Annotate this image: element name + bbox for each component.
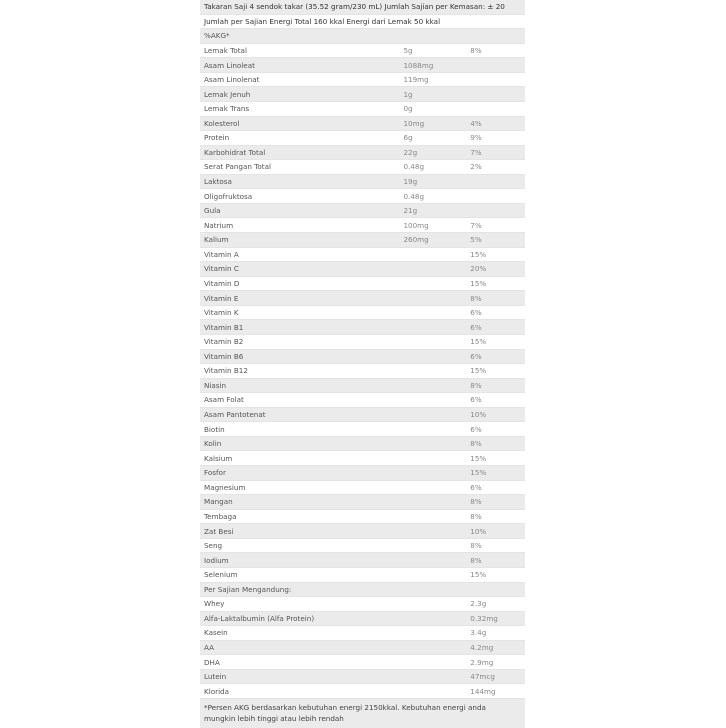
nutrient-akg: 6% xyxy=(466,305,525,320)
footnote: *Persen AKG berdasarkan kebutuhan energi 2150kkal. Kebutuhan energi anda mungkin lebih tinggi atau lebih rendah xyxy=(200,699,525,728)
nutrient-akg: 6% xyxy=(466,422,525,437)
nutrient-name: Lemak Trans xyxy=(200,101,399,116)
nutrient-name: Selenium xyxy=(200,567,399,582)
nutrient-name: Protein xyxy=(200,131,399,146)
nutrient-akg: 8% xyxy=(466,43,525,58)
nutrient-name: Kalsium xyxy=(200,451,399,466)
nutrient-row xyxy=(200,189,525,204)
nutrient-akg: 2% xyxy=(466,160,525,175)
nutrient-row xyxy=(200,378,525,393)
nutrient-amount xyxy=(399,451,466,466)
nutrient-amount xyxy=(399,334,466,349)
nutrient-akg xyxy=(466,72,525,87)
nutrient-amount xyxy=(399,509,466,524)
nutrient-amount xyxy=(399,524,466,539)
nutrient-name: Seng xyxy=(200,538,399,553)
nutrient-name: Oligofruktosa xyxy=(200,189,399,204)
nutrient-row xyxy=(200,203,525,218)
nutrient-amount xyxy=(399,247,466,262)
ingredient-name: AA xyxy=(200,640,466,655)
nutrient-akg: 8% xyxy=(466,378,525,393)
nutrient-row xyxy=(200,538,525,553)
nutrient-akg xyxy=(466,189,525,204)
nutrient-amount xyxy=(399,378,466,393)
nutrient-name: Tembaga xyxy=(200,509,399,524)
nutrient-name: Gula xyxy=(200,203,399,218)
nutrient-amount xyxy=(399,422,466,437)
nutrient-akg: 8% xyxy=(466,495,525,510)
nutrient-name: Laktosa xyxy=(200,174,399,189)
nutrient-row xyxy=(200,393,525,408)
ingredient-amount: 144mg xyxy=(466,684,525,699)
nutrient-name: Asam Linoleat xyxy=(200,58,399,73)
nutrient-amount: 0g xyxy=(399,101,466,116)
akg-header-row xyxy=(200,29,525,44)
ingredient-amount: 3.4g xyxy=(466,626,525,641)
nutrient-name: Zat Besi xyxy=(200,524,399,539)
nutrient-akg: 4% xyxy=(466,116,525,131)
nutrient-name: Magnesium xyxy=(200,480,399,495)
nutrient-name: Asam Folat xyxy=(200,393,399,408)
nutrient-name: Natrium xyxy=(200,218,399,233)
nutrient-amount: 1088mg xyxy=(399,58,466,73)
nutrient-amount xyxy=(399,276,466,291)
nutrient-amount: 119mg xyxy=(399,72,466,87)
nutrient-row xyxy=(200,131,525,146)
nutrient-name: Kalium xyxy=(200,233,399,248)
nutrient-akg: 7% xyxy=(466,218,525,233)
contains-row xyxy=(200,640,525,655)
nutrient-akg: 15% xyxy=(466,247,525,262)
nutrient-name: Kolin xyxy=(200,436,399,451)
nutrient-name: Lemak Total xyxy=(200,43,399,58)
nutrient-amount xyxy=(399,305,466,320)
nutrient-amount: 0.48g xyxy=(399,160,466,175)
nutrient-akg: 6% xyxy=(466,349,525,364)
nutrient-name: Lemak Jenuh xyxy=(200,87,399,102)
nutrient-amount: 1g xyxy=(399,87,466,102)
nutrient-amount: 22g xyxy=(399,145,466,160)
nutrient-akg: 10% xyxy=(466,524,525,539)
nutrient-row xyxy=(200,305,525,320)
nutrient-akg: 8% xyxy=(466,291,525,306)
nutrient-amount xyxy=(399,567,466,582)
nutrient-name: Vitamin E xyxy=(200,291,399,306)
nutrient-amount xyxy=(399,436,466,451)
nutrient-akg: 15% xyxy=(466,334,525,349)
nutrient-row xyxy=(200,87,525,102)
nutrient-akg: 20% xyxy=(466,262,525,277)
nutrient-akg: 15% xyxy=(466,466,525,481)
nutrient-name: Vitamin B6 xyxy=(200,349,399,364)
ingredient-name: Whey xyxy=(200,597,466,612)
nutrient-akg xyxy=(466,87,525,102)
nutrient-row xyxy=(200,116,525,131)
nutrient-amount xyxy=(399,466,466,481)
footnote-row xyxy=(200,699,525,728)
nutrient-row xyxy=(200,276,525,291)
ingredient-name: Lutein xyxy=(200,669,466,684)
nutrient-name: Vitamin B2 xyxy=(200,334,399,349)
nutrient-amount: 19g xyxy=(399,174,466,189)
nutrient-amount xyxy=(399,480,466,495)
nutrient-row xyxy=(200,160,525,175)
contains-header-row xyxy=(200,582,525,597)
nutrient-row xyxy=(200,466,525,481)
nutrient-amount xyxy=(399,393,466,408)
ingredient-name: DHA xyxy=(200,655,466,670)
akg-header: %AKG* xyxy=(200,29,525,44)
nutrient-row xyxy=(200,145,525,160)
nutrient-akg xyxy=(466,174,525,189)
contains-row xyxy=(200,669,525,684)
contains-row xyxy=(200,684,525,699)
nutrient-amount xyxy=(399,349,466,364)
nutrient-amount: 6g xyxy=(399,131,466,146)
nutrient-amount: 21g xyxy=(399,203,466,218)
nutrient-row xyxy=(200,422,525,437)
nutrient-row xyxy=(200,495,525,510)
contains-row xyxy=(200,655,525,670)
nutrient-akg: 5% xyxy=(466,233,525,248)
ingredient-name: Kasein xyxy=(200,626,466,641)
nutrient-name: Niasin xyxy=(200,378,399,393)
nutrient-name: Vitamin D xyxy=(200,276,399,291)
nutrient-akg: 8% xyxy=(466,553,525,568)
ingredient-amount: 4.2mg xyxy=(466,640,525,655)
nutrient-akg: 10% xyxy=(466,407,525,422)
nutrient-akg: 8% xyxy=(466,436,525,451)
nutrient-name: Mangan xyxy=(200,495,399,510)
nutrient-row xyxy=(200,58,525,73)
nutrient-row xyxy=(200,247,525,262)
nutrient-akg: 8% xyxy=(466,509,525,524)
nutrient-row xyxy=(200,101,525,116)
nutrient-amount xyxy=(399,495,466,510)
nutrient-akg: 7% xyxy=(466,145,525,160)
nutrient-amount: 260mg xyxy=(399,233,466,248)
nutrient-row xyxy=(200,553,525,568)
nutrient-amount xyxy=(399,553,466,568)
nutrient-akg: 8% xyxy=(466,538,525,553)
nutrient-amount: 100mg xyxy=(399,218,466,233)
nutrient-akg: 6% xyxy=(466,393,525,408)
nutrient-name: Asam Pantotenat xyxy=(200,407,399,422)
nutrient-name: Vitamin B1 xyxy=(200,320,399,335)
nutrient-akg: 15% xyxy=(466,276,525,291)
nutrient-akg: 9% xyxy=(466,131,525,146)
nutrient-row xyxy=(200,291,525,306)
nutrient-amount xyxy=(399,291,466,306)
nutrient-akg: 15% xyxy=(466,451,525,466)
nutrient-row xyxy=(200,43,525,58)
nutrient-amount: 0.48g xyxy=(399,189,466,204)
nutrient-amount xyxy=(399,538,466,553)
nutrient-name: Serat Pangan Total xyxy=(200,160,399,175)
nutrient-akg xyxy=(466,203,525,218)
nutrient-row xyxy=(200,262,525,277)
nutrient-amount xyxy=(399,262,466,277)
nutrient-amount: 10mg xyxy=(399,116,466,131)
nutrient-name: Asam Linolenat xyxy=(200,72,399,87)
nutrient-row xyxy=(200,364,525,379)
nutrient-row xyxy=(200,567,525,582)
serving-text: Takaran Saji 4 sendok takar (35.52 gram/230 mL) Jumlah Sajian per Kemasan: ± 20 xyxy=(200,0,525,14)
nutrient-akg xyxy=(466,101,525,116)
nutrient-name: Vitamin A xyxy=(200,247,399,262)
nutrient-row xyxy=(200,480,525,495)
serving-row xyxy=(200,0,525,14)
nutrient-name: Vitamin K xyxy=(200,305,399,320)
contains-row xyxy=(200,597,525,612)
nutrient-amount: 5g xyxy=(399,43,466,58)
nutrient-row xyxy=(200,174,525,189)
contains-header: Per Sajian Mengandung: xyxy=(200,582,525,597)
contains-row xyxy=(200,626,525,641)
nutrient-row xyxy=(200,436,525,451)
nutrient-akg: 6% xyxy=(466,320,525,335)
nutrient-row xyxy=(200,334,525,349)
energy-text: Jumlah per Sajian Energi Total 160 kkal Energi dari Lemak 50 kkal xyxy=(200,14,525,29)
ingredient-amount: 2.3g xyxy=(466,597,525,612)
nutrient-name: Kolesterol xyxy=(200,116,399,131)
ingredient-name: Klorida xyxy=(200,684,466,699)
nutrient-row xyxy=(200,320,525,335)
nutrient-akg: 15% xyxy=(466,567,525,582)
ingredient-amount: 47mcg xyxy=(466,669,525,684)
ingredient-name: Alfa-Laktalbumin (Alfa Protein) xyxy=(200,611,466,626)
nutrient-amount xyxy=(399,407,466,422)
nutrient-row xyxy=(200,72,525,87)
contains-row xyxy=(200,611,525,626)
nutrient-name: Fosfor xyxy=(200,466,399,481)
nutrient-akg: 15% xyxy=(466,364,525,379)
nutrient-name: Biotin xyxy=(200,422,399,437)
nutrient-row xyxy=(200,524,525,539)
nutrient-row xyxy=(200,218,525,233)
ingredient-amount: 2.9mg xyxy=(466,655,525,670)
nutrient-row xyxy=(200,233,525,248)
nutrient-amount xyxy=(399,320,466,335)
nutrient-name: Karbohidrat Total xyxy=(200,145,399,160)
nutrition-facts-table xyxy=(200,0,525,728)
nutrient-row xyxy=(200,349,525,364)
nutrient-row xyxy=(200,509,525,524)
nutrient-name: Vitamin C xyxy=(200,262,399,277)
ingredient-amount: 0.32mg xyxy=(466,611,525,626)
nutrient-name: Vitamin B12 xyxy=(200,364,399,379)
energy-row xyxy=(200,14,525,29)
nutrient-name: Iodium xyxy=(200,553,399,568)
nutrient-row xyxy=(200,407,525,422)
nutrient-amount xyxy=(399,364,466,379)
nutrient-akg: 6% xyxy=(466,480,525,495)
nutrient-row xyxy=(200,451,525,466)
nutrient-akg xyxy=(466,58,525,73)
